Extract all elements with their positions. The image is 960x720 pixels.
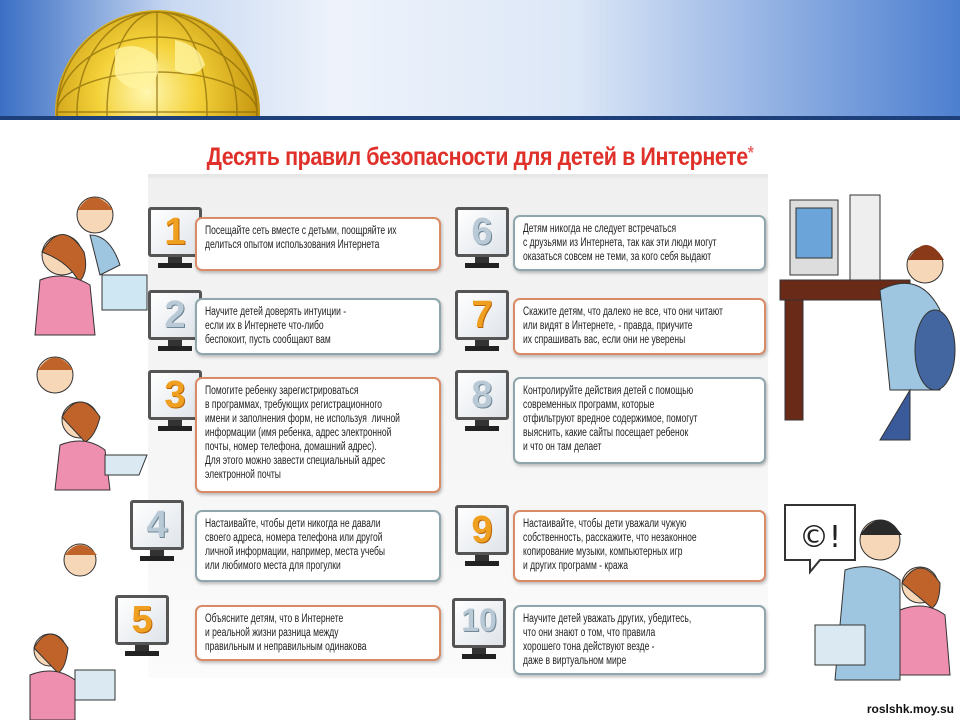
rule-3 [195,377,441,493]
page-title [67,143,893,172]
rule-text: Помогите ребенку зарегистрироваться в программах, требующих регистрационного имени и заполнения форм, не используя личной информации (имя ребенка, адрес электронной почты, номер телефона, домашний адрес). Для этого можно завести специальный адрес электронной почты [205,385,400,481]
rule-number: 3 [164,374,186,416]
rule-text: Детям никогда не следует встречаться с друзьями из Интернета, так как эти люди могут оказаться совсем не теми, за кого себя выдают [523,223,717,263]
rule-text: Настаивайте, чтобы дети уважали чужую собственность, расскажите, что незаконное копирование музыки, компьютерных игр и других программ - кража [523,518,697,572]
rule-8 [513,377,766,464]
rule-number: 5 [131,599,153,641]
rule-9 [513,510,766,582]
rule-7 [513,298,766,355]
rule-text: Скажите детям, что далеко не все, что они читают или видят в Интернете, - правда, приучите их спрашивать вас, если они не уверены [523,306,723,346]
title-text: Десять правил безопасности для детей в Интернете [206,143,748,171]
rule-1 [195,217,441,271]
rule-10 [513,605,766,675]
boy-at-computer-illustration [770,190,960,470]
monitor-icon [455,207,513,269]
rule-5 [195,605,441,661]
rule-2 [195,298,441,355]
rule-number: 4 [146,504,168,546]
rule-6 [513,215,766,271]
rule-number: 6 [471,211,493,253]
rule-text: Настаивайте, чтобы дети никогда не давали своего адреса, номера телефона или другой личной информации, например, места учебы или любимого места для прогулки [205,518,385,572]
watermark: roslshk.moy.su [866,702,954,716]
kids-laptop-illustration [10,190,150,340]
rule-number: 8 [471,374,493,416]
monitor-icon [455,505,513,567]
rule-4 [195,510,441,582]
header-divider [0,116,960,120]
rule-text: Посещайте сеть вместе с детьми, поощряйте их делиться опытом использования Интернета [205,225,397,251]
kids-computer-illustration [10,345,150,505]
copyright-bubble-text: ©! [798,520,842,555]
girl-computer-illustration [10,540,120,720]
rule-text: Научите детей уважать других, убедитесь, что они знают о том, что правила хорошего тона действуют везде - даже в виртуальном мире [523,613,692,667]
monitor-icon [130,500,188,562]
rule-number: 10 [461,602,497,638]
rule-number: 9 [471,509,493,551]
monitor-icon [452,598,510,660]
title-asterisk: * [747,143,754,163]
rule-number: 2 [164,294,186,336]
rule-number: 7 [471,294,493,336]
rule-text: Научите детей доверять интуиции - если их в Интернете что-либо беспокоит, пусть сообщают вам [205,306,347,346]
rule-text: Объясните детям, что в Интернете и реальной жизни разница между правильным и неправильным одинакова [205,613,367,653]
rule-text: Контролируйте действия детей с помощью современных программ, которые отфильтруют вредное содержимое, помогут выяснить, какие сайты посещает ребенок и что он там делает [523,385,698,453]
globe-grid-icon [55,10,260,117]
monitor-icon [115,595,173,657]
monitor-icon [455,370,513,432]
monitor-icon [455,290,513,352]
kids-copyright-illustration [775,495,960,700]
rule-number: 1 [164,211,186,253]
